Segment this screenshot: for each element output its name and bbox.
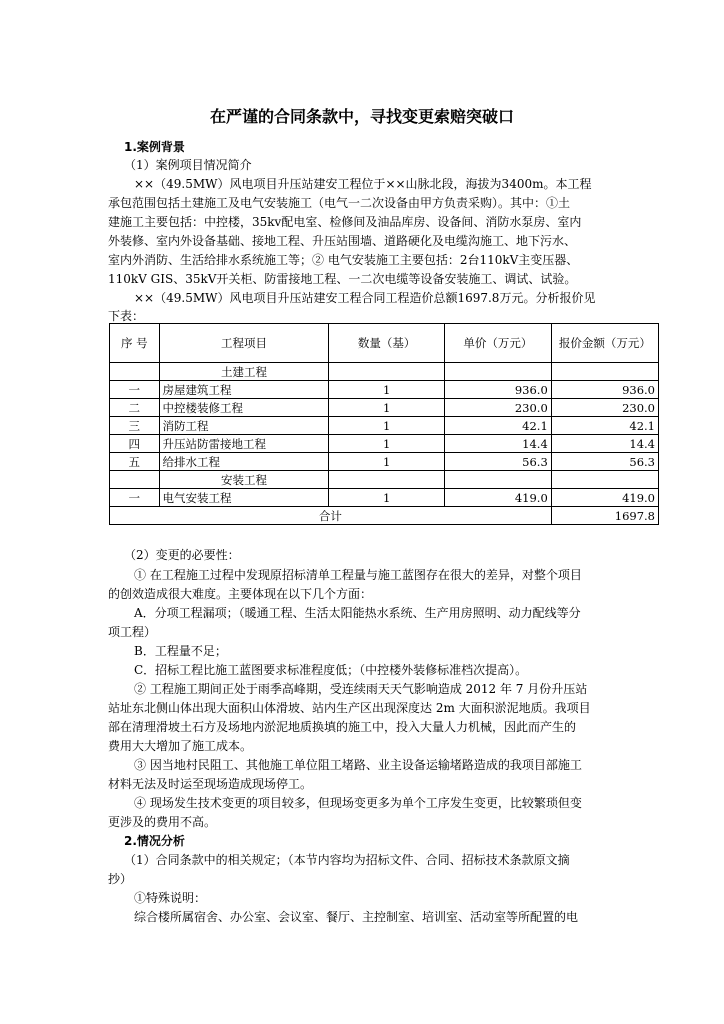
row-item: 升压站防雷接地工程 [159,435,329,453]
paragraph-line: ××（49.5MW）风电项目升压站建安工程位于××山脉北段，海拔为3400m。本工程 [134,177,592,191]
paragraph-line: 项工程） [108,625,157,639]
row-item: 房屋建筑工程 [159,381,329,399]
row-total: 936.0 [551,381,658,399]
table-cell [110,363,160,381]
table-group-row [110,471,659,489]
table-row [110,453,659,471]
paragraph-line: 费用大大增加了施工成本。 [108,739,253,753]
paragraph-line: 抄） [108,872,133,886]
row-no: 四 [110,435,160,453]
table-row [110,489,659,507]
paragraph-line: 室内外消防、生活给排水系统施工等；② 电气安装施工主要包括：2台110kV主变压器、 [108,253,579,267]
header-total: 报价金额（万元） [551,324,658,363]
table-group-row [110,363,659,381]
paragraph-line: 更涉及的费用不高。 [108,815,217,829]
quotation-table [109,323,659,525]
paragraph-line: 外装修、室内外设备基础、接地工程、升压站围墙、道路硬化及电缆沟施工、地下污水、 [108,234,577,248]
table-row [110,381,659,399]
row-total: 56.3 [551,453,658,471]
row-unit-price: 14.4 [444,435,551,453]
table-cell [110,471,160,489]
table-row [110,435,659,453]
row-no: 一 [110,489,160,507]
row-item: 中控楼装修工程 [159,399,329,417]
row-qty: 1 [329,399,445,417]
table-cell [551,471,658,489]
row-qty: 1 [329,453,445,471]
row-qty: 1 [329,435,445,453]
section-heading-analysis: 2.情况分析 [124,834,185,848]
row-unit-price: 42.1 [444,417,551,435]
paragraph-line: ② 工程施工期间正处于雨季高峰期，受连续雨天天气影响造成 2012 年 7 月份升压站 [134,682,588,696]
row-no: 一 [110,381,160,399]
paragraph-line: 建施工主要包括：中控楼，35kv配电室、检修间及油品库房、设备间、消防水泵房、室内 [108,215,582,229]
paragraph-line: 综合楼所属宿舍、办公室、会议室、餐厅、主控制室、培训室、活动室等所配置的电 [134,910,579,924]
header-item: 工程项目 [159,324,329,363]
header-no: 序 号 [110,324,160,363]
header-unit-price: 单价（万元） [444,324,551,363]
row-item: 电气安装工程 [159,489,329,507]
header-qty: 数量（基） [329,324,445,363]
paragraph-line: ① 在工程施工过程中发现原招标清单工程量与施工蓝图存在很大的差异，对整个项目 [134,568,582,582]
row-total: 419.0 [551,489,658,507]
row-item: 给排水工程 [159,453,329,471]
paragraph-line: 站址东北侧山体出现大面积山体滑坡、站内生产区出现深度达 2m 大面积淤泥地质。我项目 [108,701,591,715]
row-qty: 1 [329,489,445,507]
row-total: 230.0 [551,399,658,417]
subsection-heading-necessity: （2）变更的必要性： [124,548,240,562]
paragraph-line: 承包范围包括土建施工及电气安装施工（电气一二次设备由甲方负责采购）。其中：①土 [108,196,571,210]
row-qty: 1 [329,381,445,399]
paragraph-line: 110kV GIS、35kV开关柜、防雷接地工程、一二次电缆等设备安装施工、调试、试验。 [108,272,577,286]
paragraph-line: 部在清理滑坡土石方及场地内淤泥地质换填的施工中，投入大量人力机械，因此而产生的 [108,720,577,734]
paragraph-line: A．分项工程漏项；（暖通工程、生活太阳能热水系统、生产用房照明、动力配线等分 [134,606,581,620]
row-unit-price: 419.0 [444,489,551,507]
row-item: 消防工程 [159,417,329,435]
table-cell [329,363,445,381]
page-title: 在严谨的合同条款中，寻找变更索赔突破口 [209,107,514,126]
table-row [110,417,659,435]
section-heading-background: 1.案例背景 [124,140,185,154]
row-unit-price: 230.0 [444,399,551,417]
table-cell [444,363,551,381]
table-row [110,399,659,417]
row-no: 二 [110,399,160,417]
row-unit-price: 56.3 [444,453,551,471]
paragraph-line: ①特殊说明： [134,891,207,905]
group-label-installation: 安装工程 [159,471,329,489]
row-total: 42.1 [551,417,658,435]
sum-value: 1697.8 [551,507,658,525]
table-cell [329,471,445,489]
table-cell [444,471,551,489]
row-qty: 1 [329,417,445,435]
paragraph-line: 材料无法及时运至现场造成现场停工。 [108,777,313,791]
paragraph-line: ××（49.5MW）风电项目升压站建安工程合同工程造价总额1697.8万元。分析报价见 [134,291,596,305]
row-no: 三 [110,417,160,435]
table-header-row [110,324,659,363]
row-unit-price: 936.0 [444,381,551,399]
row-total: 14.4 [551,435,658,453]
paragraph-line: 下表： [108,309,145,323]
table-sum-row [110,507,659,525]
paragraph-line: 的创效造成很大难度。主要体现在以下几个方面： [108,587,373,601]
sum-label: 合计 [110,507,552,525]
paragraph-line: ③ 因当地村民阻工、其他施工单位阻工堵路、业主设备运输堵路造成的我项目部施工 [134,758,582,772]
paragraph-line: ④ 现场发生技术变更的项目较多，但现场变更多为单个工序发生变更，比较繁琐但变 [134,796,582,810]
row-no: 五 [110,453,160,471]
subsection-heading-intro: （1）案例项目情况简介 [124,158,252,172]
paragraph-line: B．工程量不足； [134,644,227,658]
paragraph-line: （1）合同条款中的相关规定；（本节内容均为招标文件、合同、招标技术条款原文摘 [124,853,570,867]
table-cell [551,363,658,381]
group-label-civil: 土建工程 [159,363,329,381]
paragraph-line: C．招标工程比施工蓝图要求标准程度低；（中控楼外装修标准档次提高）。 [134,663,528,677]
